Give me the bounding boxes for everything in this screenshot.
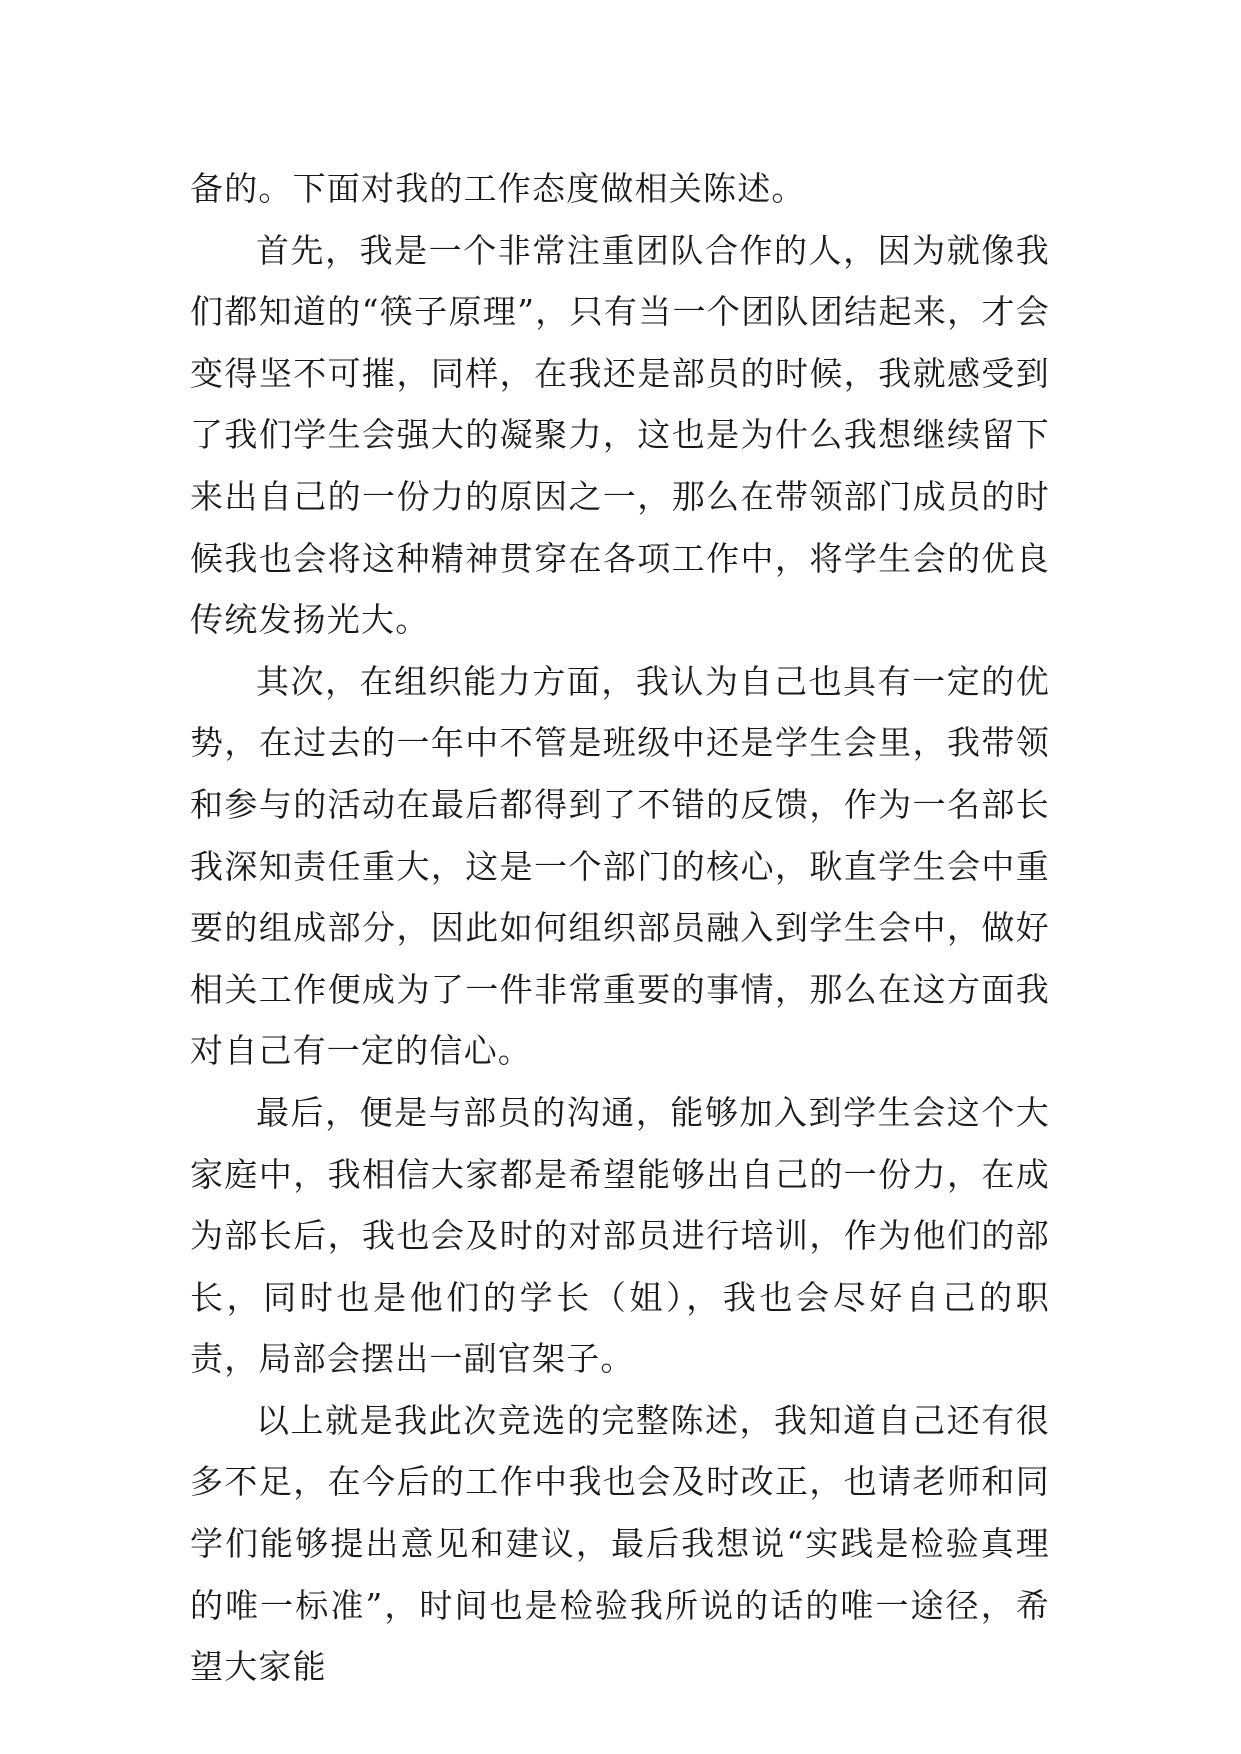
paragraph-communication: 最后，便是与部员的沟通，能够加入到学生会这个大家庭中，我相信大家都是希望能够出自己的一份力，在成为部长后，我也会及时的对部员进行培训，作为他们的部长，同时也是他们的学长（姐），我也会尽好自己的职责，局部会摆出一副官架子。 bbox=[190, 1092, 1050, 1379]
paragraph-continuation: 备的。下面对我的工作态度做相关陈述。 bbox=[190, 169, 806, 208]
paragraph-teamwork: 首先，我是一个非常注重团队合作的人，因为就像我们都知道的“筷子原理”，只有当一个团队团结起来，才会变得坚不可摧，同样，在我还是部员的时候，我就感受到了我们学生会强大的凝聚力，这也是为什么我想继续留下来出自己的一份力的原因之一，那么在带领部门成员的时候我也会将这种精神贯穿在各项工作中，将学生会的优良传统发扬光大。 bbox=[190, 230, 1050, 640]
paragraph-conclusion: 以上就是我此次竞选的完整陈述，我知道自己还有很多不足，在今后的工作中我也会及时改正，也请老师和同学们能够提出意见和建议，最后我想说“实践是检验真理的唯一标准”，时间也是检验我所说的话的唯一途径，希望大家能 bbox=[190, 1400, 1050, 1687]
paragraph-organization: 其次，在组织能力方面，我认为自己也具有一定的优势，在过去的一年中不管是班级中还是学生会里，我带领和参与的活动在最后都得到了不错的反馈，作为一名部长我深知责任重大，这是一个部门的核心，耿直学生会中重要的组成部分，因此如何组织部员融入到学生会中，做好相关工作便成为了一件非常重要的事情，那么在这方面我对自己有一定的信心。 bbox=[190, 661, 1050, 1071]
body-text bbox=[190, 158, 1050, 1698]
